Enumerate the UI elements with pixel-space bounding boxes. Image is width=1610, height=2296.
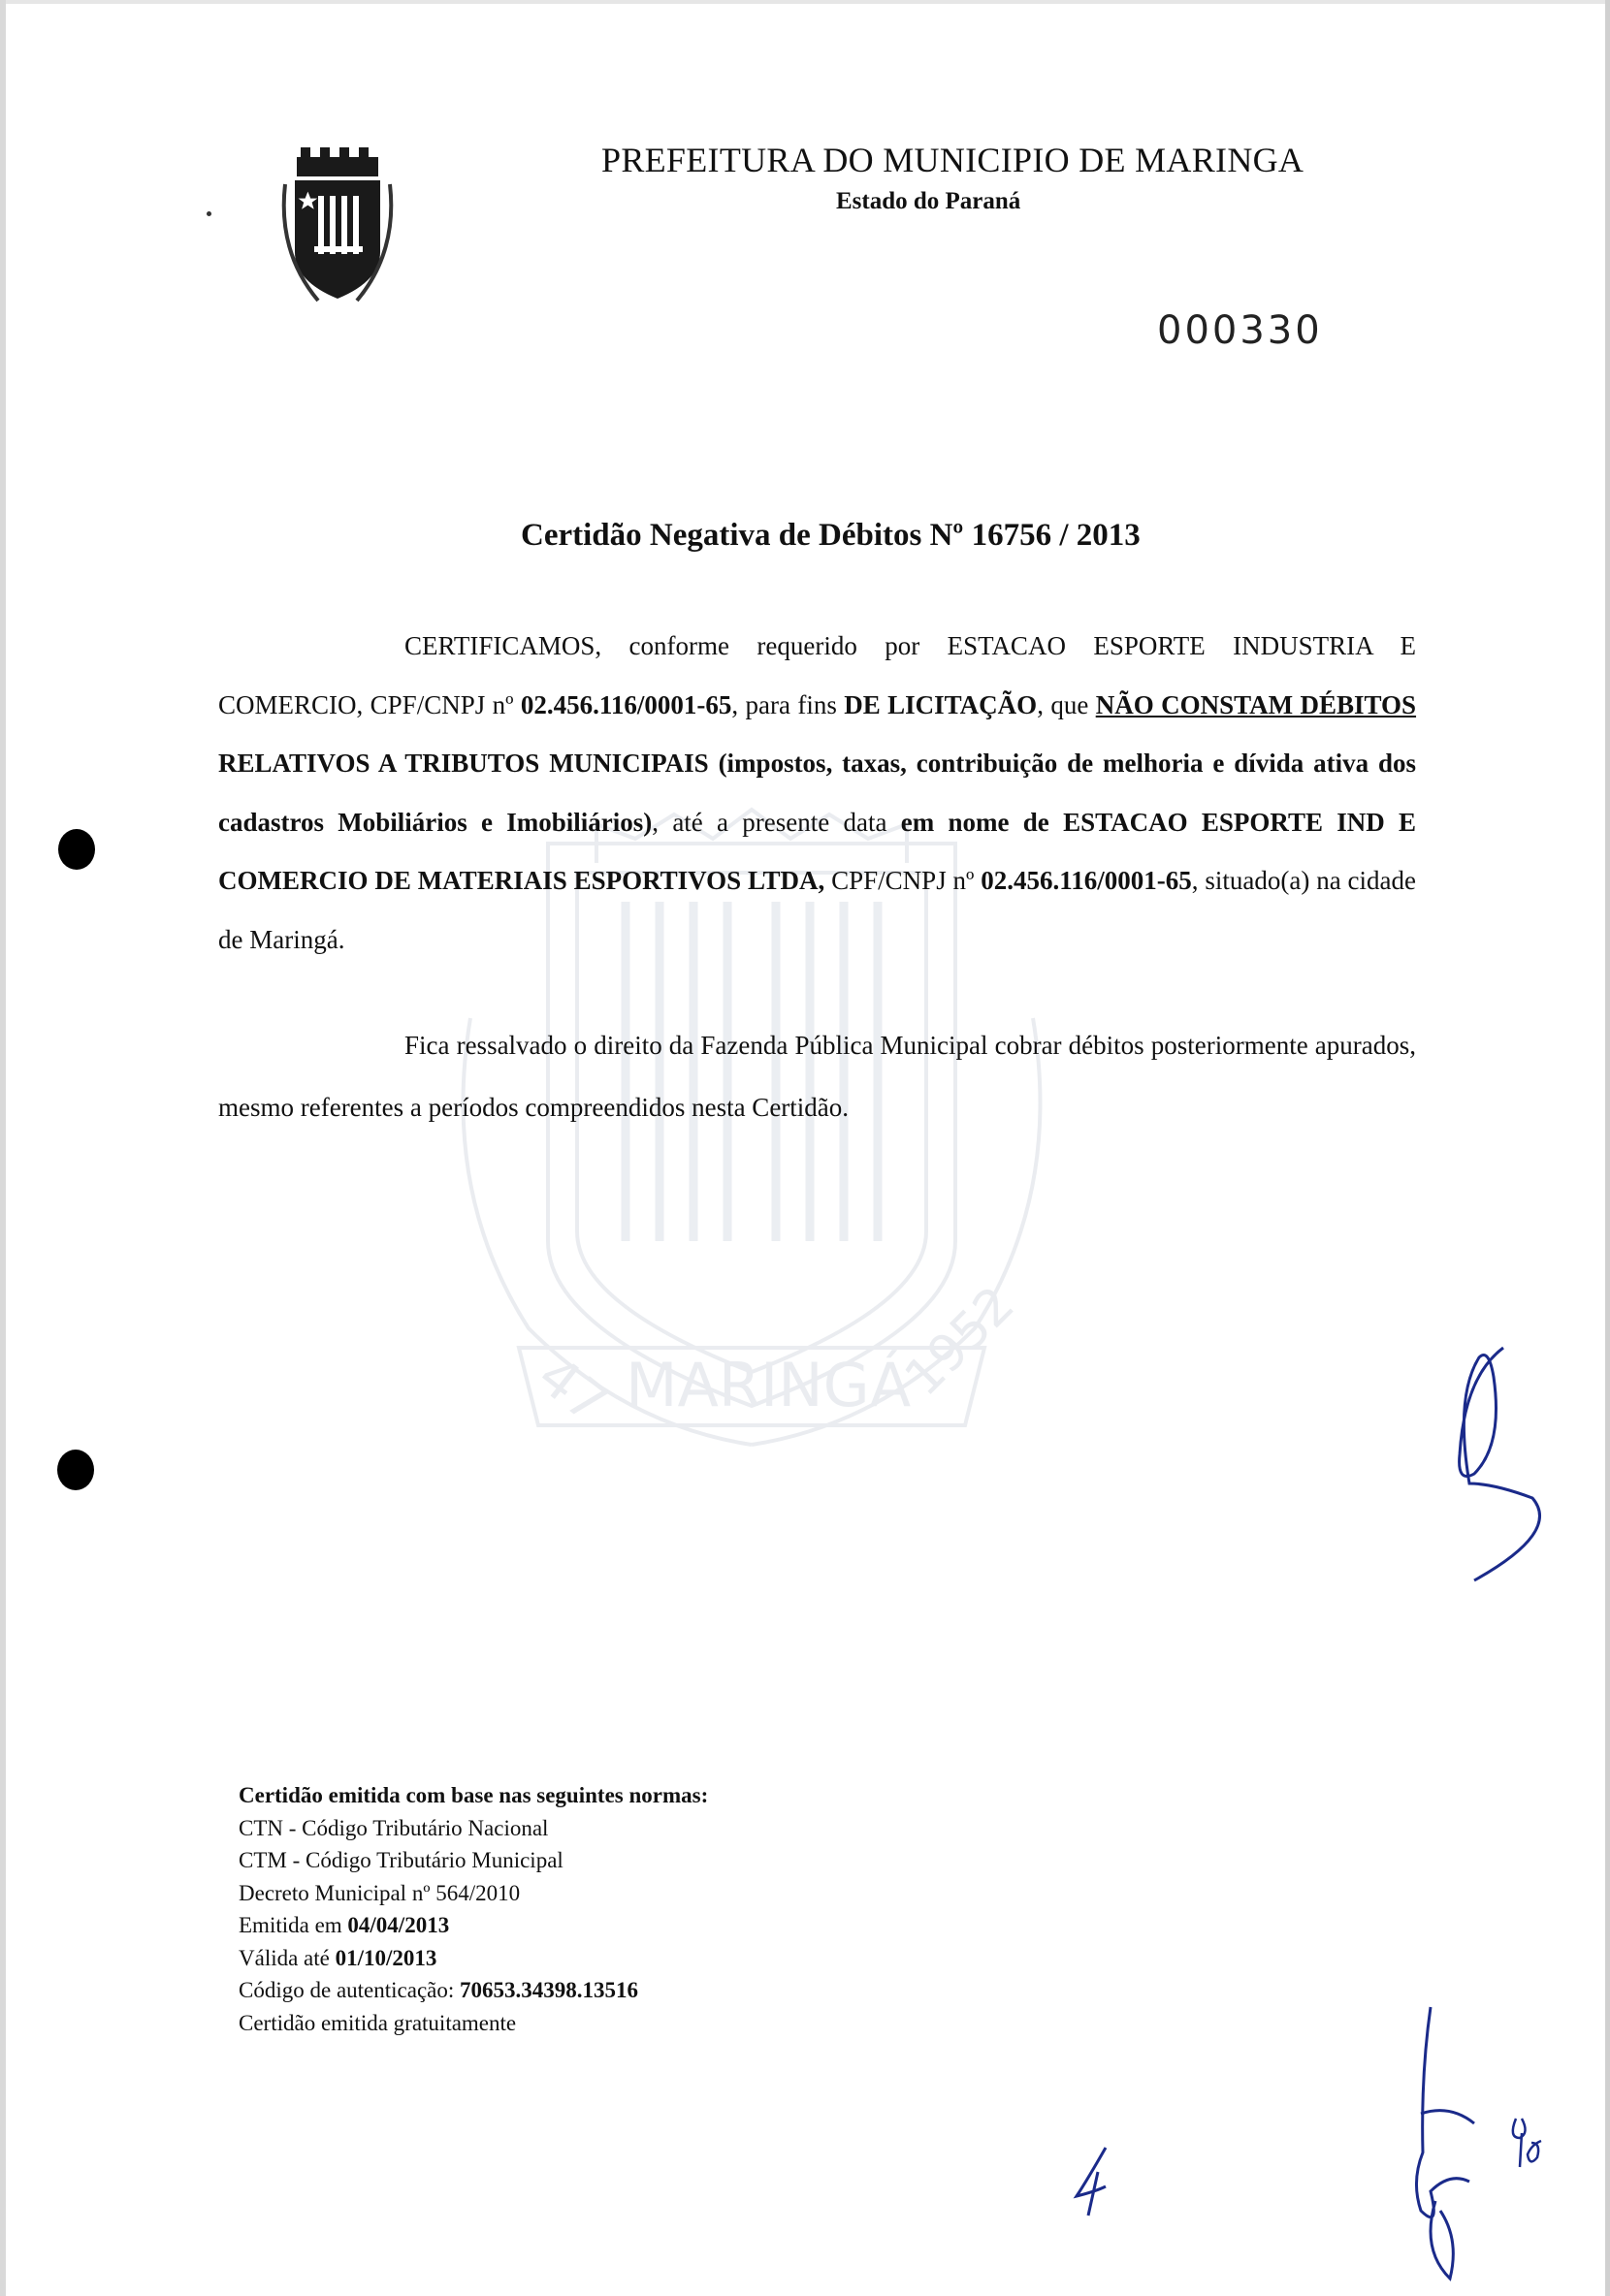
cnpj-number-2: 02.456.116/0001-65 <box>981 866 1192 895</box>
watermark-year-right: 1952 <box>893 1275 1026 1408</box>
text-run: CERTIFICAMOS, conforme requerido por ESTACAO ESPORTE INDUSTRIA E COMERCIO, CPF/CNPJ nº <box>218 631 1416 719</box>
purpose: DE LICITAÇÃO <box>844 689 1038 719</box>
company-name: ESTACAO ESPORTE IND E COMERCIO DE MATERIAIS ESPORTIVOS LTDA, <box>218 807 1417 895</box>
text-run: , que <box>1037 689 1096 719</box>
page-subtitle: Estado do Paraná <box>836 188 1021 214</box>
text-run: , até a presente data <box>652 807 901 837</box>
document-title: Certidão Negativa de Débitos Nº 16756 / 2013 <box>521 518 1141 553</box>
handwritten-initial-mark <box>1435 1338 1552 1590</box>
footer-norms <box>239 1779 708 2039</box>
auth-label: Código de autenticação: <box>239 1978 461 2002</box>
footer-line: CTM - Código Tributário Municipal <box>239 1848 564 1872</box>
handwritten-page-initial <box>1067 2143 1125 2220</box>
footer-line: Decreto Municipal nº 564/2010 <box>239 1880 521 1905</box>
footer-line: CTN - Código Tributário Nacional <box>239 1815 549 1840</box>
footer-line: Certidão emitida gratuitamente <box>239 2010 517 2035</box>
punch-hole-top <box>58 829 95 870</box>
punch-hole-bottom <box>57 1450 94 1490</box>
municipal-crest-icon <box>279 145 396 310</box>
watermark-city: MARINGÁ <box>626 1350 912 1420</box>
footer-title: Certidão emitida com base nas seguintes normas: <box>239 1783 709 1807</box>
scan-edge-left <box>0 0 6 2296</box>
in-name-of: em nome de <box>900 807 1049 837</box>
no-debts-statement: NÃO CONSTAM DÉBITOS <box>1095 689 1417 719</box>
text-run <box>1049 808 1063 837</box>
scan-speck <box>207 211 211 216</box>
scan-edge-top <box>0 0 1610 4</box>
valid-label: Válida até <box>239 1945 336 1970</box>
auth-code: 70653.34398.13516 <box>460 1978 639 2002</box>
valid-line <box>239 1942 708 1975</box>
watermark-year-left: 47 <box>526 1344 620 1437</box>
handwritten-folio-number <box>1508 2114 1547 2172</box>
text-run: MUNICIPAIS <box>539 749 719 778</box>
issued-label: Emitida em <box>239 1913 348 1937</box>
text-run: , situado(a) na cidade de Maringá. <box>218 866 1416 954</box>
valid-date: 01/10/2013 <box>335 1945 437 1970</box>
page-title: PREFEITURA DO MUNICIPIO DE MARINGA <box>601 141 1304 179</box>
issued-line <box>239 1909 708 1942</box>
scan-edge-right <box>1605 0 1610 2296</box>
certificate-paragraph <box>218 617 1416 969</box>
cnpj-number: 02.456.116/0001-65 <box>520 689 732 719</box>
text-run: , para fins <box>731 689 845 719</box>
relative-taxes: RELATIVOS A TRIBUTOS <box>218 749 540 778</box>
issued-date: 04/04/2013 <box>347 1913 450 1937</box>
protocol-number-stamp: 000330 <box>1157 308 1323 353</box>
reservation-paragraph: Fica ressalvado o direito da Fazenda Pública Municipal cobrar débitos posteriormente apurados, mesmo referentes a períodos compreendidos nesta Certidão. <box>218 1031 1416 1122</box>
handwritten-signature-mark <box>1401 1997 1479 2288</box>
text-run: CPF/CNPJ nº <box>824 866 982 895</box>
auth-line <box>239 1974 708 2007</box>
tax-types: (impostos, taxas, contribuição de melhoria e dívida ativa dos cadastros Mobiliários e Imobiliários) <box>218 749 1416 837</box>
